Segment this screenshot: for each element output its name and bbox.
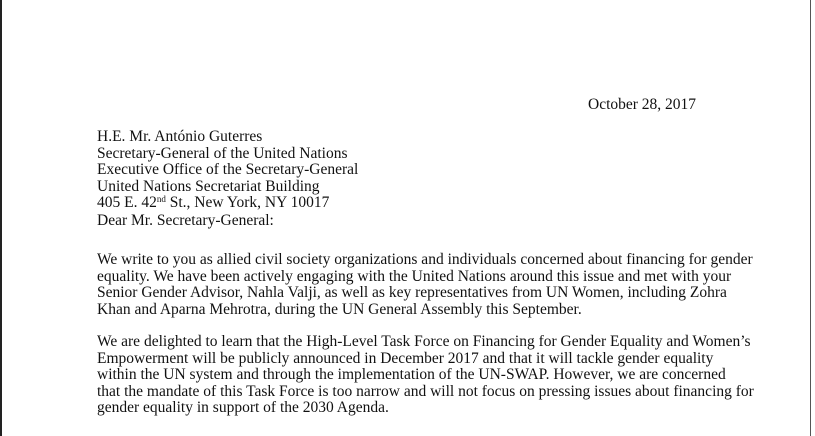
recipient-title: Secretary-General of the United Nations [97,144,348,162]
paragraph-line: Khan and Aparna Mehrotra, during the UN General Assembly this September. [97,300,582,318]
recipient-address [97,129,358,212]
page-right-edge [810,0,811,436]
street-prefix: 405 E. 42 [97,194,157,212]
street-suffix: St., New York, NY 10017 [165,194,330,212]
paragraph-line: We are delighted to learn that the High-Level Task Force on Financing for Gender Equality and Women’s [97,333,751,350]
salutation: Dear Mr. Secretary-General: [97,212,274,229]
recipient-office: Executive Office of the Secretary-General [97,161,359,179]
recipient-street [97,195,358,212]
street-ordinal: nd [156,194,166,205]
paragraph-concern [97,334,754,417]
paragraph-line: Empowerment will be publicly announced in December 2017 and that it will tackle gender equality [97,349,714,367]
paragraph-intro [97,252,753,318]
paragraph-line: We write to you as allied civil society organizations and individuals concerned about financing for gender [97,251,753,268]
paragraph-line: equality. We have been actively engaging with the United Nations around this issue and met with your [97,267,732,285]
recipient-name: H.E. Mr. António Guterres [97,128,263,145]
paragraph-line: within the UN system and through the implementation of the UN-SWAP. However, we are concerned [97,366,726,384]
page-left-edge [0,0,2,436]
paragraph-line: that the mandate of this Task Force is too narrow and will not focus on pressing issues about financing for [97,382,754,400]
paragraph-line: Senior Gender Advisor, Nahla Valji, as well as key representatives from UN Women, including Zohra [97,284,727,302]
paragraph-line: gender equality in support of the 2030 Agenda. [97,399,389,417]
recipient-building: United Nations Secretariat Building [97,177,320,195]
letter-date: October 28, 2017 [588,96,697,113]
